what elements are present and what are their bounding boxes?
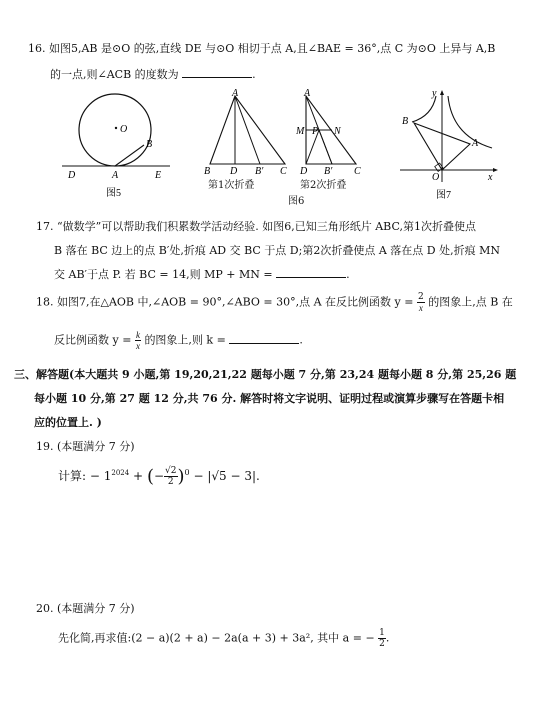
fig5-label-o: O (120, 124, 128, 135)
fig5-label-b: B (146, 139, 153, 150)
fig5-label-a: A (112, 170, 119, 181)
fig5-label-d: D (68, 170, 76, 181)
q20-expression (58, 628, 389, 649)
fig7-x-arrow (493, 168, 498, 172)
q19-expr-a: − 1 (89, 469, 112, 483)
q18-line2 (54, 330, 303, 351)
fig7-label-a: A (472, 138, 479, 149)
q16-answer-blank (182, 67, 252, 78)
q18-line1-b: 的图象上,点 B 在 (428, 295, 513, 309)
q20-title: 20. (本题满分 7 分) (36, 602, 135, 615)
q17-line1: 17. “做数学”可以帮助我们积累数学活动经验. 如图6,已知三角形纸片 ABC,第1次折叠使点 (36, 220, 476, 233)
q18-answer-blank (229, 333, 299, 344)
fig6-caption: 图6 (288, 196, 305, 207)
q17-line3-text: 交 AB′于点 P. 若 BC = 14,则 MP + MN = (54, 268, 273, 281)
fig7-label-b: B (402, 116, 409, 127)
fig7-curve-right (448, 96, 492, 148)
section3-line1: 三、解答题(本大题共 9 小题,第 19,20,21,22 题每小题 7 分,第 23,24 题每小题 8 分,第 25,26 题 (14, 368, 517, 381)
q17-answer-blank (276, 267, 346, 278)
q18-line1 (36, 292, 513, 313)
fig6b-label-d: D (300, 166, 308, 177)
fig6a-label-a: A (232, 88, 239, 99)
fig7-label-y: y (432, 88, 437, 99)
q19-title: 19. (本题满分 7 分) (36, 440, 135, 453)
section3-line3: 应的位置上. ) (34, 416, 102, 429)
q18-frac2-num: k (135, 330, 140, 340)
fig6a-label-bprime: B′ (255, 166, 264, 177)
q18-line2-b: 的图象上,则 k = (144, 333, 226, 347)
q18-frac2-den: x (135, 341, 140, 351)
q17-line3 (54, 266, 350, 282)
q19-zero-exponent: 0 (184, 468, 190, 477)
q18-end: . (299, 333, 303, 347)
q20-end: . (385, 631, 390, 645)
fig5-label-e: E (155, 170, 162, 181)
q19-frac-den: 2 (167, 477, 174, 487)
fig6b-label-c: C (354, 166, 361, 177)
section3-line2: 每小题 10 分,第 27 题 12 分,共 76 分. 解答时将文字说明、证明过程或演算步骤写在答题卡相 (34, 392, 505, 405)
q19-expr-b: + (133, 469, 144, 483)
fig6b-label-bprime: B′ (324, 166, 333, 177)
q19-expression: 计算: − $1^{2024}$ + (− $\frac{√2}{2}$ )$^0$ − |√5 − 3|. (58, 466, 260, 487)
q19-frac-num: √2 (165, 466, 177, 476)
figure-7 (392, 86, 502, 206)
q19-exponent: 2024 (111, 469, 130, 477)
fig6b-label-m: M (296, 126, 305, 137)
fig6a-label-b: B (204, 166, 211, 177)
q20-text: 先化简,再求值:(2 − a)(2 + a) − 2a(a + 3) + 3a², 其中 a = − (58, 631, 375, 645)
q20-fraction (378, 628, 386, 649)
fig6a-label-c: C (280, 166, 287, 177)
q18-line2-a: 反比例函数 y = (54, 333, 132, 347)
q16-line1: 16. 如图5,AB 是⊙O 的弦,直线 DE 与⊙O 相切于点 A,且∠BAE = 36°,点 C 为⊙O 上异与 A,B (28, 42, 496, 55)
figure-5 (60, 90, 180, 200)
fig5-caption: 图5 (106, 188, 121, 199)
q20-frac-num: 1 (379, 628, 385, 638)
q16-line2-text: 的一点,则∠ACB 的度数为 (50, 68, 179, 81)
fig6a-label-d: D (230, 166, 238, 177)
fig6a-line-ab-prime (235, 96, 260, 164)
q17-end: . (346, 268, 350, 281)
q18-frac1-num: 2 (417, 292, 424, 302)
q18-fraction-k-over-x (135, 330, 141, 351)
figure-6-fold-1 (200, 86, 300, 186)
fig6b-line-d2 (319, 130, 332, 164)
q18-fraction-2-over-x (417, 292, 425, 313)
q19-fraction (164, 466, 177, 487)
q19-label: 计算: (58, 469, 87, 483)
q20-frac-den: 2 (379, 639, 385, 649)
fig6-sub1: 第1次折叠 (208, 180, 255, 191)
fig6b-label-n: N (334, 126, 341, 137)
fig6-sub2: 第2次折叠 (300, 180, 347, 191)
q19-expr-c: − |√5 − 3|. (193, 469, 260, 483)
fig7-caption: 图7 (436, 190, 451, 201)
q16-line2 (50, 66, 256, 82)
fig7-label-x: x (488, 172, 493, 183)
q18-line1-a: 18. 如图7,在△AOB 中,∠AOB = 90°,∠ABO = 30°,点 A 在反比例函数 y = (36, 295, 414, 309)
q16-end: . (252, 68, 256, 81)
fig6b-label-a: A (304, 88, 311, 99)
q17-line2: B 落在 BC 边上的点 B′处,折痕 AD 交 BC 于点 D;第2次折叠使点 A 落在点 D 处,折痕 MN (54, 244, 500, 257)
fig7-y-arrow (440, 90, 444, 95)
fig5-circle (79, 94, 151, 166)
fig7-curve-left (412, 96, 436, 122)
figure-6-fold-2 (296, 86, 396, 186)
fig7-label-o: O (432, 172, 440, 183)
fig6b-label-p: P (312, 126, 319, 137)
q18-frac1-den: x (418, 303, 423, 313)
fig5-center-dot (115, 127, 117, 129)
